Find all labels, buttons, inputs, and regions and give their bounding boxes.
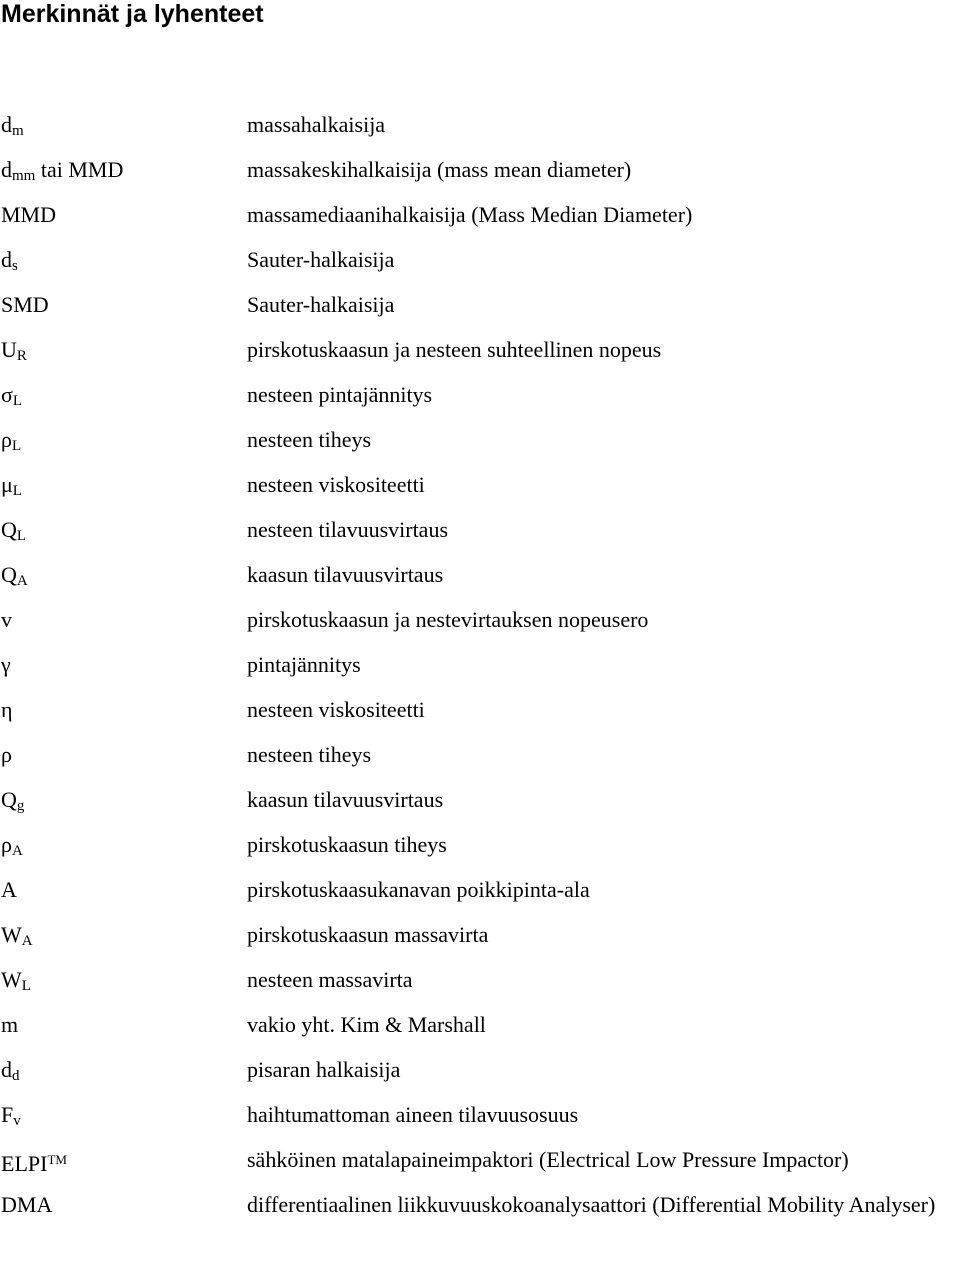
definition: kaasun tilavuusvirtaus xyxy=(247,787,444,812)
symbol xyxy=(1,1137,67,1186)
symbol-subscript: s xyxy=(12,258,18,274)
symbol-subscript: A xyxy=(16,573,28,589)
definition: massakeskihalkaisija (mass mean diameter) xyxy=(247,157,632,182)
definition: pirskotuskaasun tiheys xyxy=(247,832,447,857)
definition: pirskotuskaasun ja nesteen suhteellinen nopeus xyxy=(247,337,662,362)
list-item xyxy=(0,147,960,192)
symbol-subscript: L xyxy=(12,483,22,499)
symbol-base: DMA xyxy=(1,1192,53,1217)
definition: nesteen tilavuusvirtaus xyxy=(247,517,449,542)
list-item xyxy=(0,102,960,147)
list-item xyxy=(0,327,960,372)
definition: Sauter-halkaisija xyxy=(247,247,395,272)
symbol-subscript: mm xyxy=(12,168,36,184)
symbol-subscript: g xyxy=(16,798,25,814)
definition: differentiaalinen liikkuvuuskokoanalysaattori (Differential Mobility Analyser) xyxy=(247,1192,936,1217)
symbol-base: W xyxy=(1,967,22,992)
symbol-subscript: L xyxy=(16,528,27,544)
symbol-subscript: L xyxy=(11,438,22,454)
list-item xyxy=(0,822,960,867)
definition: pirskotuskaasun ja nestevirtauksen nopeusero xyxy=(247,607,649,632)
abbreviation-list xyxy=(0,102,960,1272)
definition: vakio yht. Kim & Marshall xyxy=(247,1012,486,1037)
symbol-base: η xyxy=(1,697,13,722)
symbol-base: A xyxy=(1,877,17,902)
list-item xyxy=(0,552,960,597)
definition: nesteen tiheys xyxy=(247,742,372,767)
symbol-base: ρ xyxy=(1,742,12,767)
definition: pirskotuskaasun massavirta xyxy=(247,922,489,947)
symbol-base: U xyxy=(1,337,17,362)
symbol-subscript: A xyxy=(21,933,33,949)
symbol xyxy=(1,732,12,777)
list-item xyxy=(0,462,960,507)
symbol xyxy=(1,1002,18,1047)
symbol-base: SMD xyxy=(1,292,49,317)
list-item xyxy=(0,1137,960,1182)
symbol-base: d xyxy=(1,112,12,137)
symbol-base: Q xyxy=(1,562,17,587)
list-item xyxy=(0,597,960,642)
symbol xyxy=(1,687,13,732)
definition: massahalkaisija xyxy=(247,112,386,137)
symbol-base: ELPI xyxy=(1,1151,48,1176)
symbol-base: Q xyxy=(1,517,17,542)
list-item xyxy=(0,867,960,912)
definition: nesteen massavirta xyxy=(247,967,413,992)
definition: sähköinen matalapaineimpaktori (Electrical Low Pressure Impactor) xyxy=(247,1147,849,1172)
list-item xyxy=(0,1047,960,1092)
list-item xyxy=(0,1002,960,1047)
symbol-superscript: TM xyxy=(47,1152,67,1167)
symbol-suffix: tai MMD xyxy=(35,157,124,182)
symbol-base: ρ xyxy=(1,427,12,452)
symbol-subscript: A xyxy=(11,843,23,859)
definition: massamediaanihalkaisija (Mass Median Diameter) xyxy=(247,202,693,227)
symbol-base: σ xyxy=(1,382,13,407)
symbol xyxy=(1,597,12,642)
symbol-subscript: m xyxy=(12,123,24,139)
symbol-base: γ xyxy=(1,652,11,677)
list-item xyxy=(0,507,960,552)
symbol-base: d xyxy=(1,247,12,272)
list-item xyxy=(0,282,960,327)
symbol-base: Q xyxy=(1,787,17,812)
symbol xyxy=(1,642,11,687)
symbol xyxy=(1,192,56,237)
symbol-subscript: d xyxy=(12,1068,20,1084)
symbol-subscript: v xyxy=(13,1113,21,1129)
list-item xyxy=(0,957,960,1002)
list-item xyxy=(0,1092,960,1137)
list-item xyxy=(0,237,960,282)
list-item xyxy=(0,192,960,237)
list-item xyxy=(0,777,960,822)
definition: Sauter-halkaisija xyxy=(247,292,395,317)
definition: nesteen tiheys xyxy=(247,427,372,452)
symbol-base: W xyxy=(1,922,22,947)
definition: kaasun tilavuusvirtaus xyxy=(247,562,444,587)
definition: pintajännitys xyxy=(247,652,361,677)
symbol-subscript: L xyxy=(12,393,23,409)
list-item xyxy=(0,687,960,732)
symbol-base: ρ xyxy=(1,832,12,857)
symbol xyxy=(1,282,49,327)
symbol-base: d xyxy=(1,157,12,182)
symbol-base: F xyxy=(1,1102,14,1127)
symbol-subscript: R xyxy=(16,348,27,364)
symbol-base: d xyxy=(1,1057,12,1082)
list-item xyxy=(0,372,960,417)
definition: nesteen pintajännitys xyxy=(247,382,433,407)
definition: pirskotuskaasukanavan poikkipinta-ala xyxy=(247,877,590,902)
definition: nesteen viskositeetti xyxy=(247,697,425,722)
symbol-subscript: L xyxy=(21,978,31,994)
symbol xyxy=(1,867,17,912)
symbol xyxy=(1,1182,52,1227)
page-title: Merkinnät ja lyhenteet xyxy=(1,0,264,28)
symbol-base: μ xyxy=(1,472,13,497)
list-item xyxy=(0,417,960,462)
symbol-base: MMD xyxy=(1,202,57,227)
list-item xyxy=(0,642,960,687)
definition: pisaran halkaisija xyxy=(247,1057,401,1082)
list-item xyxy=(0,1182,960,1272)
list-item xyxy=(0,912,960,957)
definition: nesteen viskositeetti xyxy=(247,472,425,497)
definition: haihtumattoman aineen tilavuusosuus xyxy=(247,1102,579,1127)
symbol-base: v xyxy=(1,607,12,632)
symbol-base: m xyxy=(1,1012,19,1037)
list-item xyxy=(0,732,960,777)
